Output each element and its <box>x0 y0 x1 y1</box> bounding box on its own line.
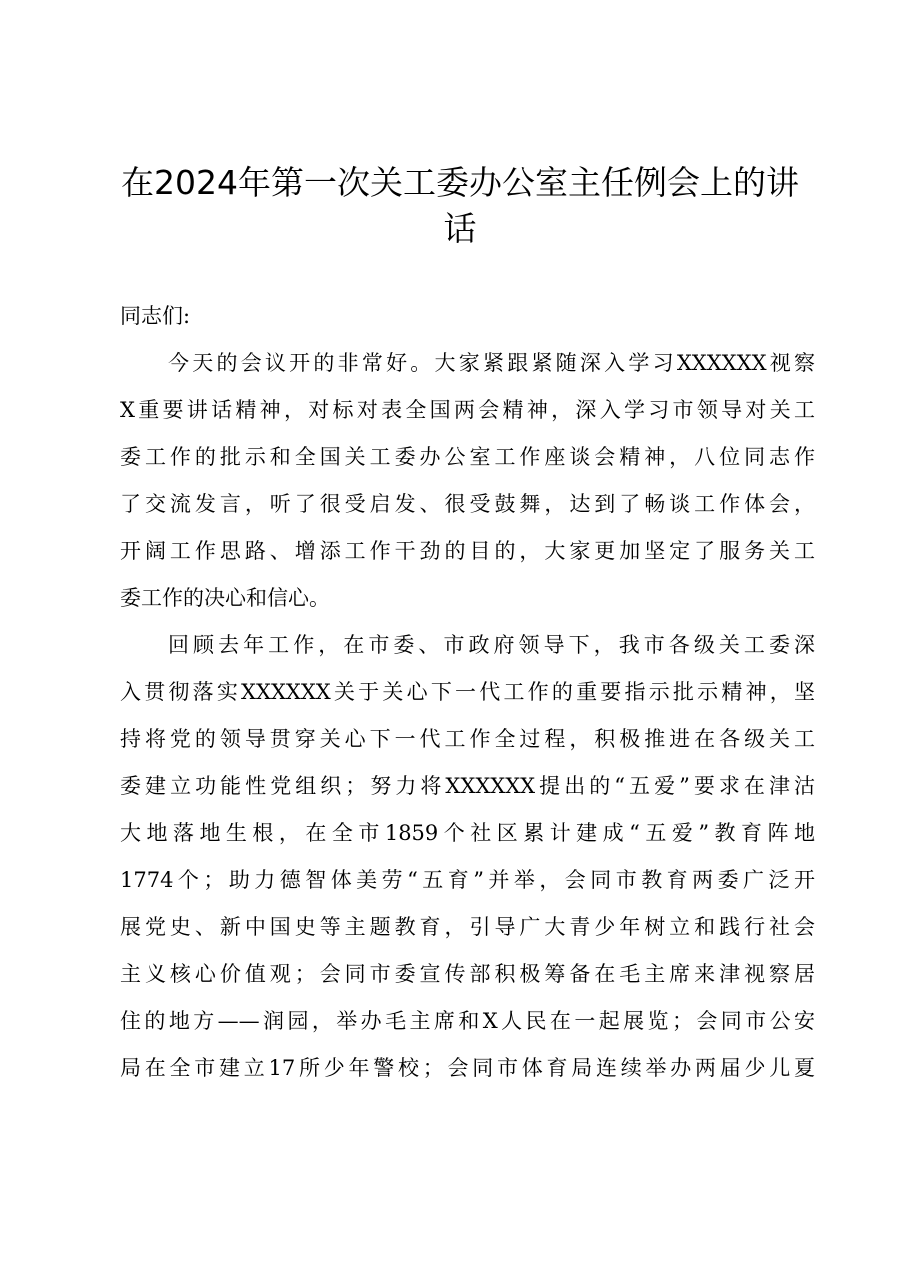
paragraph-line: 住的地方——润园，举办毛主席和X人民在一起展览；会同市公安 <box>120 1009 815 1033</box>
paragraph-line: 1774个；助力德智体美劳“五育”并举，会同市教育两委广泛开 <box>120 868 815 892</box>
title-line-1: 在2024年第一次关工委办公室主任例会上的讲 <box>121 163 799 202</box>
paragraph-line: 开阔工作思路、增添工作干劲的目的，大家更加坚定了服务关工 <box>120 539 815 563</box>
paragraph-line: 大地落地生根，在全市1859个社区累计建成“五爱”教育阵地 <box>120 821 815 845</box>
paragraph-line: 持将党的领导贯穿关心下一代工作全过程，积极推进在各级关工 <box>120 727 815 751</box>
paragraph-line: 了交流发言，听了很受启发、很受鼓舞，达到了畅谈工作体会， <box>120 492 815 516</box>
salutation: 同志们: <box>120 304 191 328</box>
document-body <box>120 297 815 1096</box>
paragraph-line: 回顾去年工作，在市委、市政府领导下，我市各级关工委深 <box>168 633 815 657</box>
title-line-2: 话 <box>443 209 477 248</box>
paragraph-line: 委工作的决心和信心。 <box>120 586 330 610</box>
paragraph-line: 委工作的批示和全国关工委办公室工作座谈会精神，八位同志作 <box>120 445 815 469</box>
document-title <box>110 160 810 252</box>
paragraph-line: 入贯彻落实XXXXXX关于关心下一代工作的重要指示批示精神，坚 <box>120 680 815 704</box>
paragraph-line: 局在全市建立17所少年警校；会同市体育局连续举办两届少儿夏 <box>120 1056 815 1080</box>
paragraph-line: 今天的会议开的非常好。大家紧跟紧随深入学习XXXXXX视察 <box>168 351 815 375</box>
paragraph-line: 主义核心价值观；会同市委宣传部积极筹备在毛主席来津视察居 <box>120 962 815 986</box>
paragraph-line: 展党史、新中国史等主题教育，引导广大青少年树立和践行社会 <box>120 915 815 939</box>
paragraph-line: 委建立功能性党组织；努力将XXXXXX提出的“五爱”要求在津沽 <box>120 774 815 798</box>
paragraph-line: X重要讲话精神，对标对表全国两会精神，深入学习市领导对关工 <box>120 398 815 422</box>
